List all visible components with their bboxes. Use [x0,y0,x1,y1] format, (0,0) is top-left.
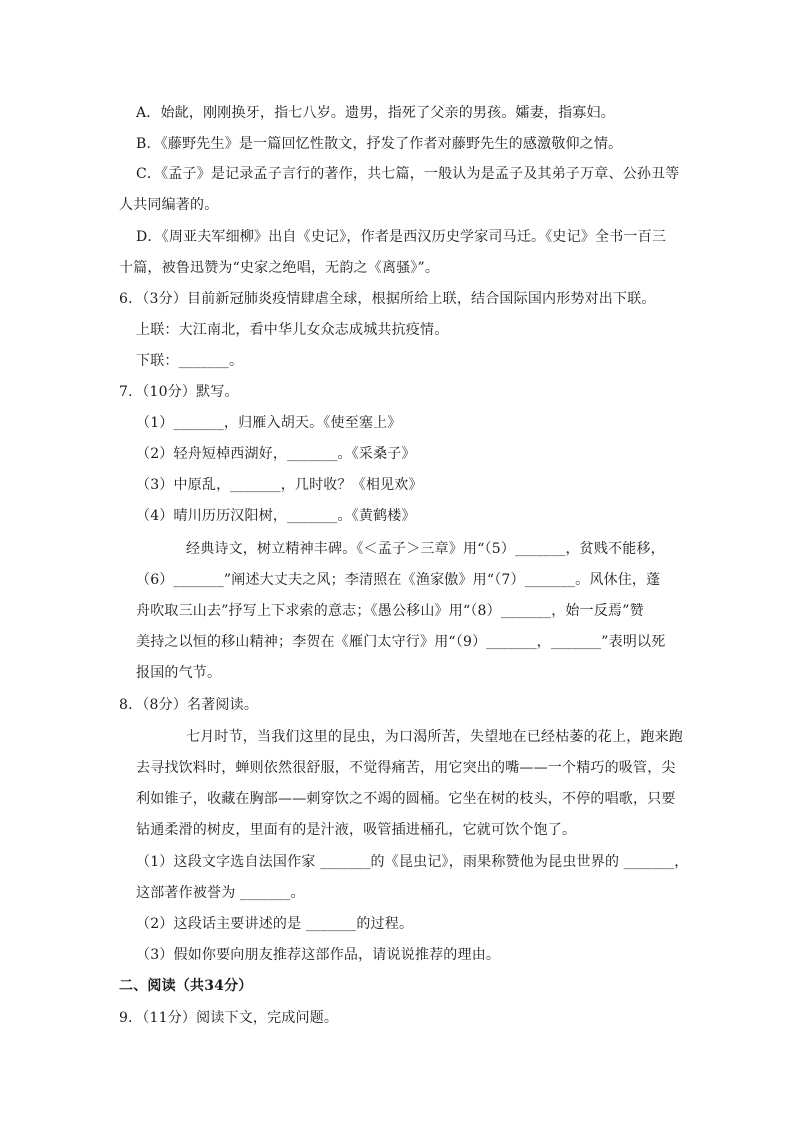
option-c-continued: 人共同编著的。 [119,197,219,213]
option-a: A．始龀，刚刚换牙，指七八岁。遗男，指死了父亲的男孩。孀妻，指寡妇。 [136,105,615,121]
dictation-paragraph-line-3: 舟吹取三山去”抒写上下求索的意志；《愚公移山》用“（8）_______，始一反焉”赞 [136,603,644,619]
option-b: B．《藤野先生》是一篇回忆性散文，抒发了作者对藤野先生的感激敬仰之情。 [136,136,623,152]
passage-line-1: 七月时节，当我们这里的昆虫，为口渴所苦，失望地在已经枯萎的花上，跑来跑 [186,729,683,745]
question-8-part-2: （2）这段话主要讲述的是 _______的过程。 [136,916,414,932]
question-8-part-1-continued: 这部著作被誉为 _______。 [136,885,305,901]
passage-line-4: 钻通柔滑的树皮，里面有的是汁液，吸管插进桶孔，它就可饮个饱了。 [136,822,577,838]
dictation-4: （4）晴川历历汉阳树，_______。《黄鹤楼》 [136,508,416,524]
dictation-paragraph-line-1: 经典诗文，树立精神丰碑。《＜孟子＞三章》用“（5）_______，贫贱不能移， [186,541,665,557]
question-9: 9．（11分）阅读下文，完成问题。 [119,1010,339,1026]
dictation-paragraph-line-2: （6）_______”阐述大丈夫之风；李清照在《渔家傲》用“（7）_______。风休住，蓬 [136,572,661,588]
question-8-part-3: （3）假如你要向朋友推荐这部作品，请说说推荐的理由。 [136,947,501,963]
dictation-1: （1）_______，归雁入胡天。《使至塞上》 [136,415,402,431]
dictation-paragraph-line-4: 美持之以恒的移山精神；李贺在《雁门太守行》用“（9）_______，_______”表明以死 [136,634,666,650]
upper-couplet: 上联：大江南北，看中华儿女众志成城共抗疫情。 [136,322,449,338]
dictation-2: （2）轻舟短棹西湖好，_______。《采桑子》 [136,446,416,462]
passage-line-2: 去寻找饮料时，蝉则依然很舒服，不觉得痛苦，用它突出的嘴——一个精巧的吸管，尖 [136,760,676,776]
question-6: 6．（3分）目前新冠肺炎疫情肆虐全球，根据所给上联，结合国际国内形势对出下联。 [119,291,656,307]
question-8: 8．（8分）名著阅读。 [119,697,259,713]
option-c: C．《孟子》是记录孟子言行的著作，共七篇，一般认为是孟子及其弟子万章、公孙丑等 [136,166,680,182]
lower-couplet: 下联：_______。 [136,353,244,369]
section-heading-reading: 二、阅读（共34分） [119,978,253,994]
dictation-3: （3）中原乱，_______，几时收？《相见欢》 [136,477,423,493]
question-8-part-1: （1）这段文字选自法国作家 _______的《昆虫记》，雨果称赞他为昆虫世界的 _______， [136,854,689,870]
passage-line-3: 利如锥子，收藏在胸部——刺穿饮之不竭的圆桶。它坐在树的枝头，不停的唱歌，只要 [136,791,676,807]
option-d: D．《周亚夫军细柳》出自《史记》，作者是西汉历史学家司马迁。《史记》全书一百三 [136,229,667,245]
option-d-continued: 十篇，被鲁迅赞为“史家之绝唱，无韵之《离骚》”。 [119,260,440,276]
dictation-paragraph-line-5: 报国的气节。 [136,665,222,681]
question-7: 7．（10分）默写。 [119,384,239,400]
